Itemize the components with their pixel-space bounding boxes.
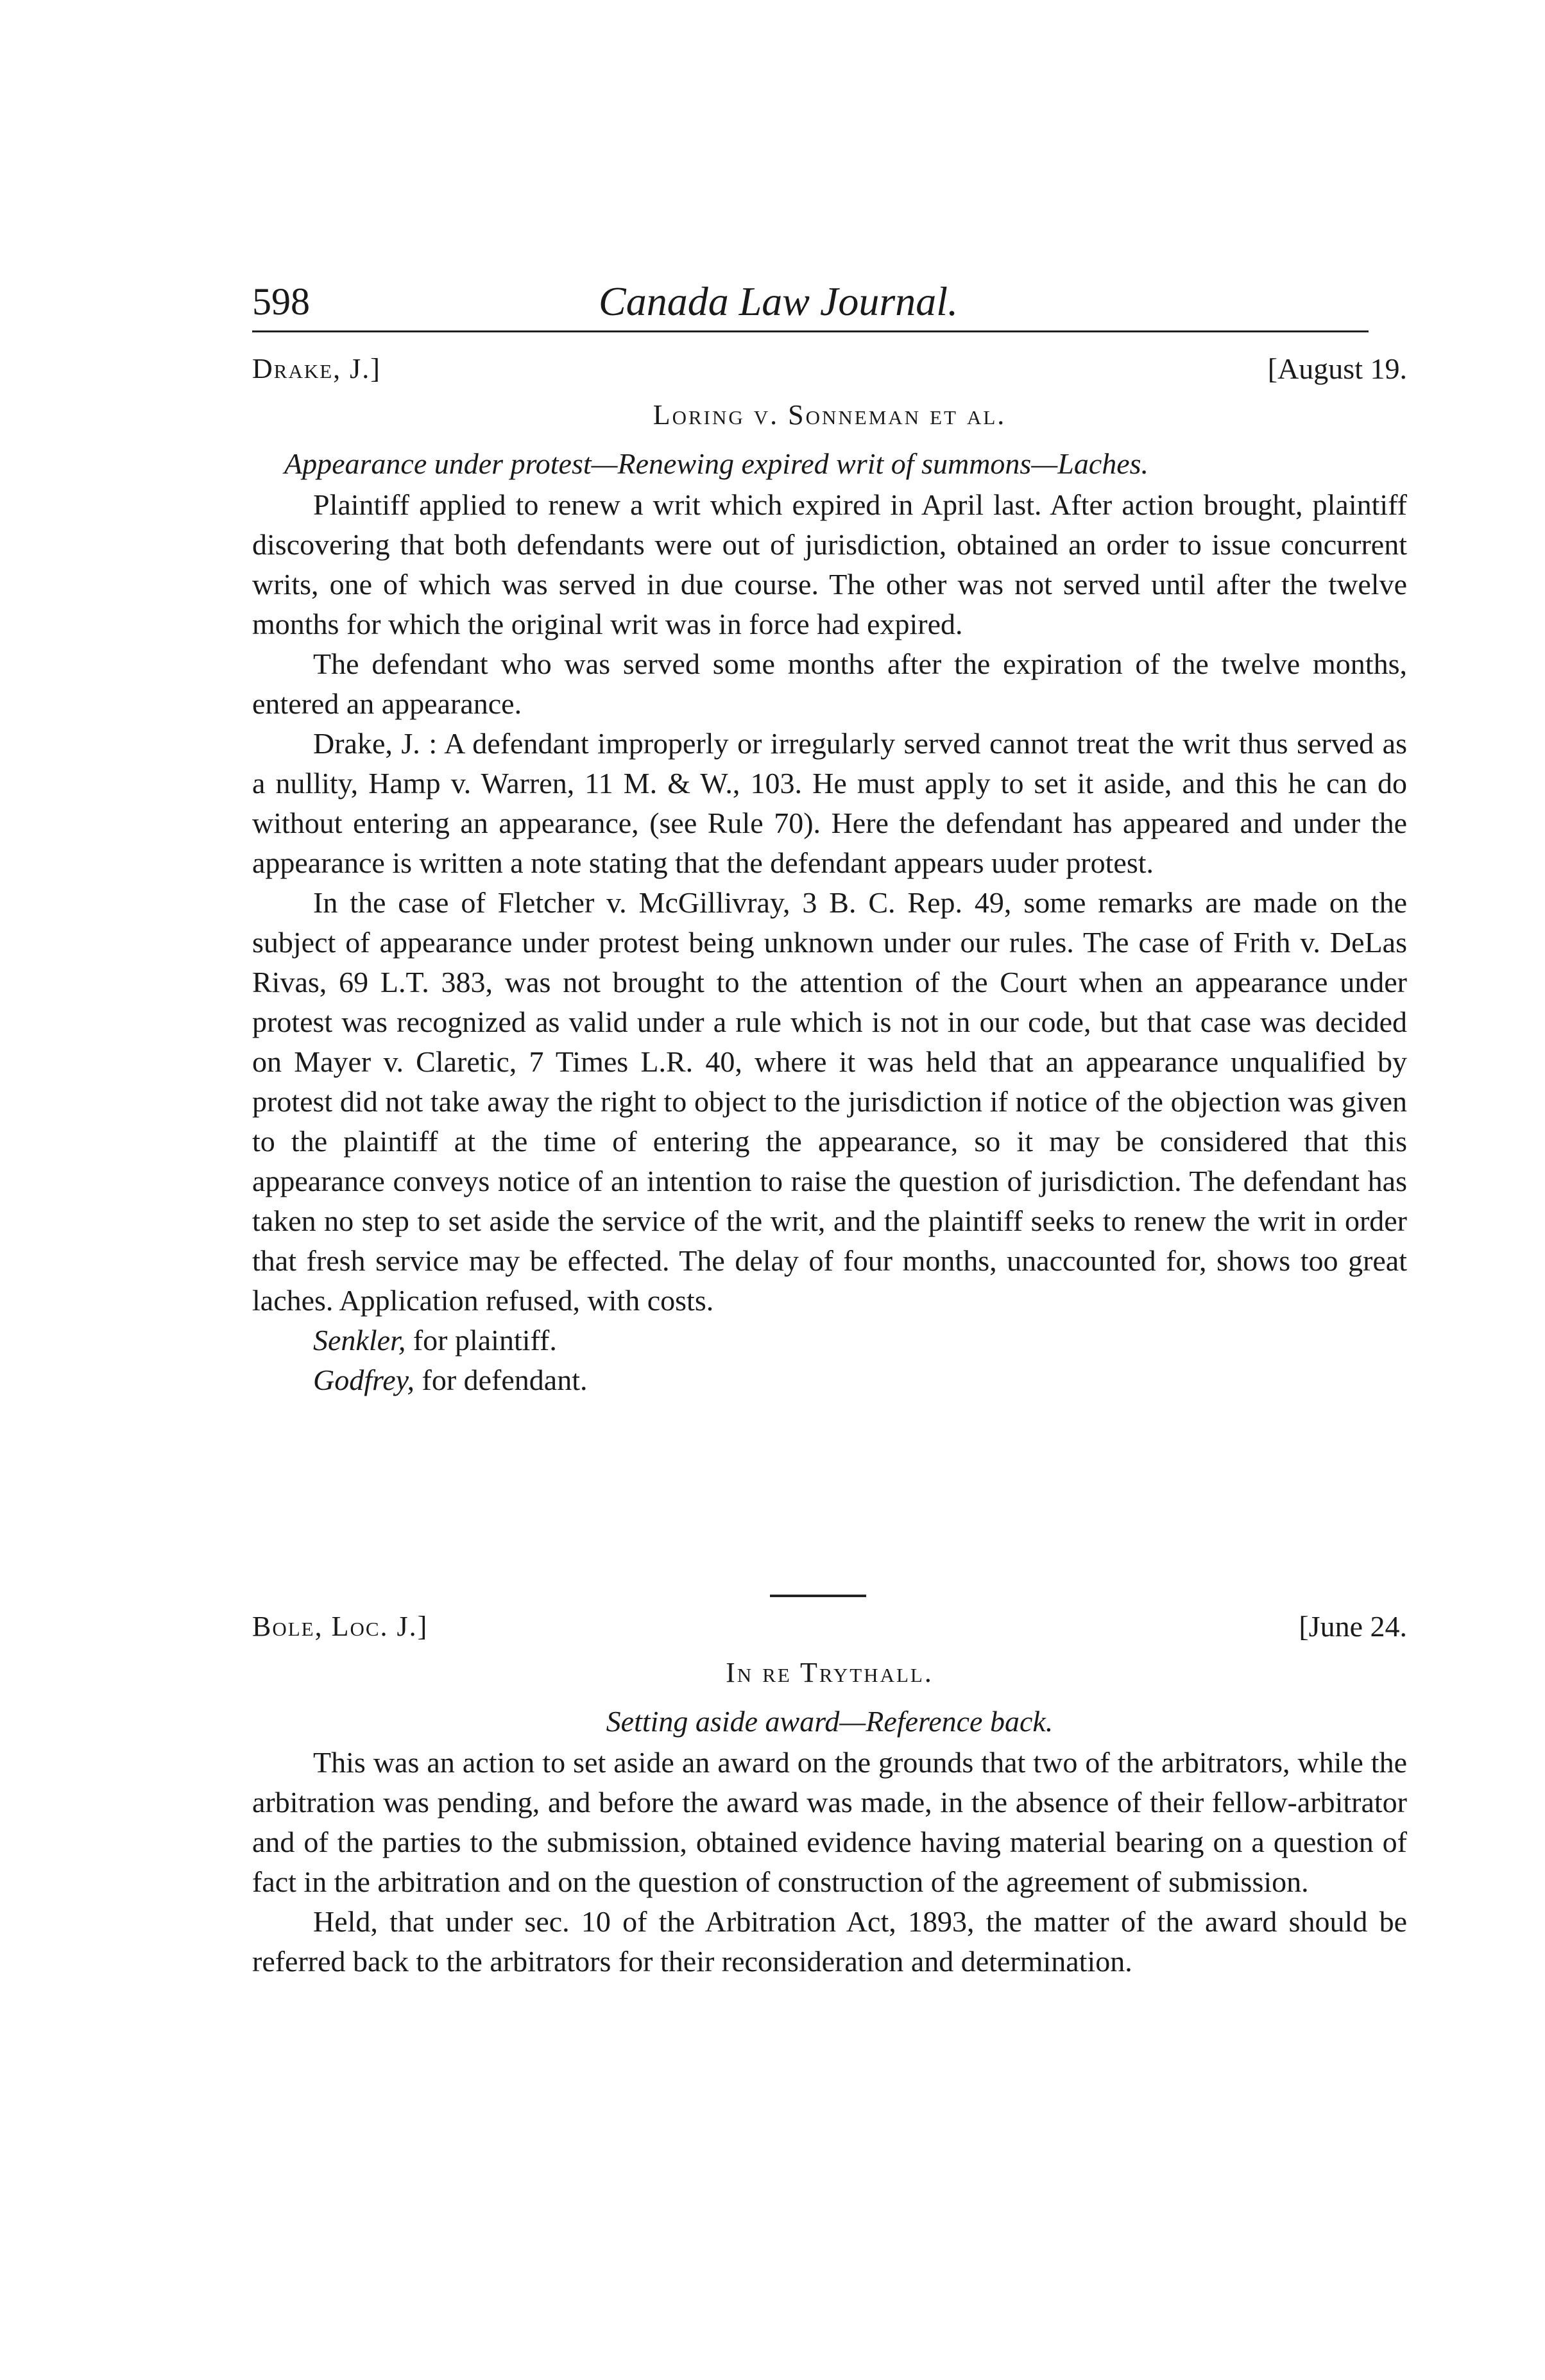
case-name: In re Trythall. <box>726 1657 934 1688</box>
page-header <box>252 276 1369 327</box>
section-divider <box>770 1595 866 1597</box>
case-date: [August 19. <box>1267 352 1407 385</box>
journal-title: Canada Law Journal. <box>599 278 959 324</box>
counsel-name: Senkler, <box>313 1324 406 1357</box>
case-headnote: Appearance under protest—Renewing expired writ of summons—Laches. <box>284 447 1149 480</box>
paragraph: This was an action to set aside an award on the grounds that two of the arbitrators, while the arbitration was pending, and before the award was made, in the absence of their fellow-arbitrator and of the parties to the submission, obtained evidence having material bearing on a question of fact in the arbitration and on the question of construction of the agreement of submission. <box>252 1746 1407 1898</box>
paragraph: Plaintiff applied to renew a writ which expired in April last. After action brought, plaintiff discovering that both defendants were out of jurisdiction, obtained an order to issue concurrent writs, one of which was served in due course. The other was not served until after the twelve months for which the original writ was in force had expired. <box>252 488 1407 640</box>
counsel-line <box>252 1360 1407 1400</box>
case-headnote: Setting aside award—Reference back. <box>606 1705 1054 1738</box>
case-meta <box>252 1604 1407 1649</box>
case-loring-v-sonneman <box>252 347 1407 1400</box>
paragraph: Held, that under sec. 10 of the Arbitration Act, 1893, the matter of the award should be referred back to the arbitrators for their reconsideration and determination. <box>252 1905 1407 1978</box>
counsel-role: for defendant. <box>414 1364 588 1396</box>
paragraph: Drake, J. : A defendant improperly or irregularly served cannot treat the writ thus served as a nullity, Hamp v. Warren, 11 M. & W., 103. He must apply to set it aside, and this he can do without entering an appearance, (see Rule 70). Here the defendant has appeared and under the appearance is written a note stating that the defendant appears uuder protest. <box>252 727 1407 879</box>
case-body <box>252 1743 1407 1982</box>
judge-name: Drake, J.] <box>252 353 381 384</box>
counsel-role: for plaintiff. <box>405 1324 557 1357</box>
page-number: 598 <box>252 280 310 323</box>
case-meta <box>252 347 1407 391</box>
header-rule <box>252 330 1369 332</box>
case-in-re-trythall <box>252 1604 1407 1982</box>
case-body <box>252 485 1407 1400</box>
judge-name: Bole, Loc. J.] <box>252 1611 429 1642</box>
paragraph: The defendant who was served some months after the expiration of the twelve months, entered an appearance. <box>252 647 1407 720</box>
case-date: [June 24. <box>1299 1610 1407 1643</box>
counsel-line <box>252 1321 1407 1360</box>
case-name: Loring v. Sonneman et al. <box>653 399 1007 431</box>
counsel-name: Godfrey, <box>313 1364 414 1396</box>
paragraph: In the case of Fletcher v. McGillivray, 3 B. C. Rep. 49, some remarks are made on the subject of appearance under protest being unknown under our rules. The case of Frith v. DeLas Rivas, 69 L.T. 383, was not brought to the attention of the Court when an appearance under protest was recognized as valid under a rule which is not in our code, but that case was decided on Mayer v. Claretic, 7 Times L.R. 40, where it was held that an appearance unqualified by protest did not take away the right to object to the jurisdiction if notice of the objection was given to the plaintiff at the time of entering the appearance, so it may be considered that this appearance conveys notice of an intention to raise the question of jurisdiction. The defendant has taken no step to set aside the service of the writ, and the plaintiff seeks to renew the writ in order that fresh service may be effected. The delay of four months, unaccounted for, shows too great laches. Application refused, with costs. <box>252 886 1407 1317</box>
